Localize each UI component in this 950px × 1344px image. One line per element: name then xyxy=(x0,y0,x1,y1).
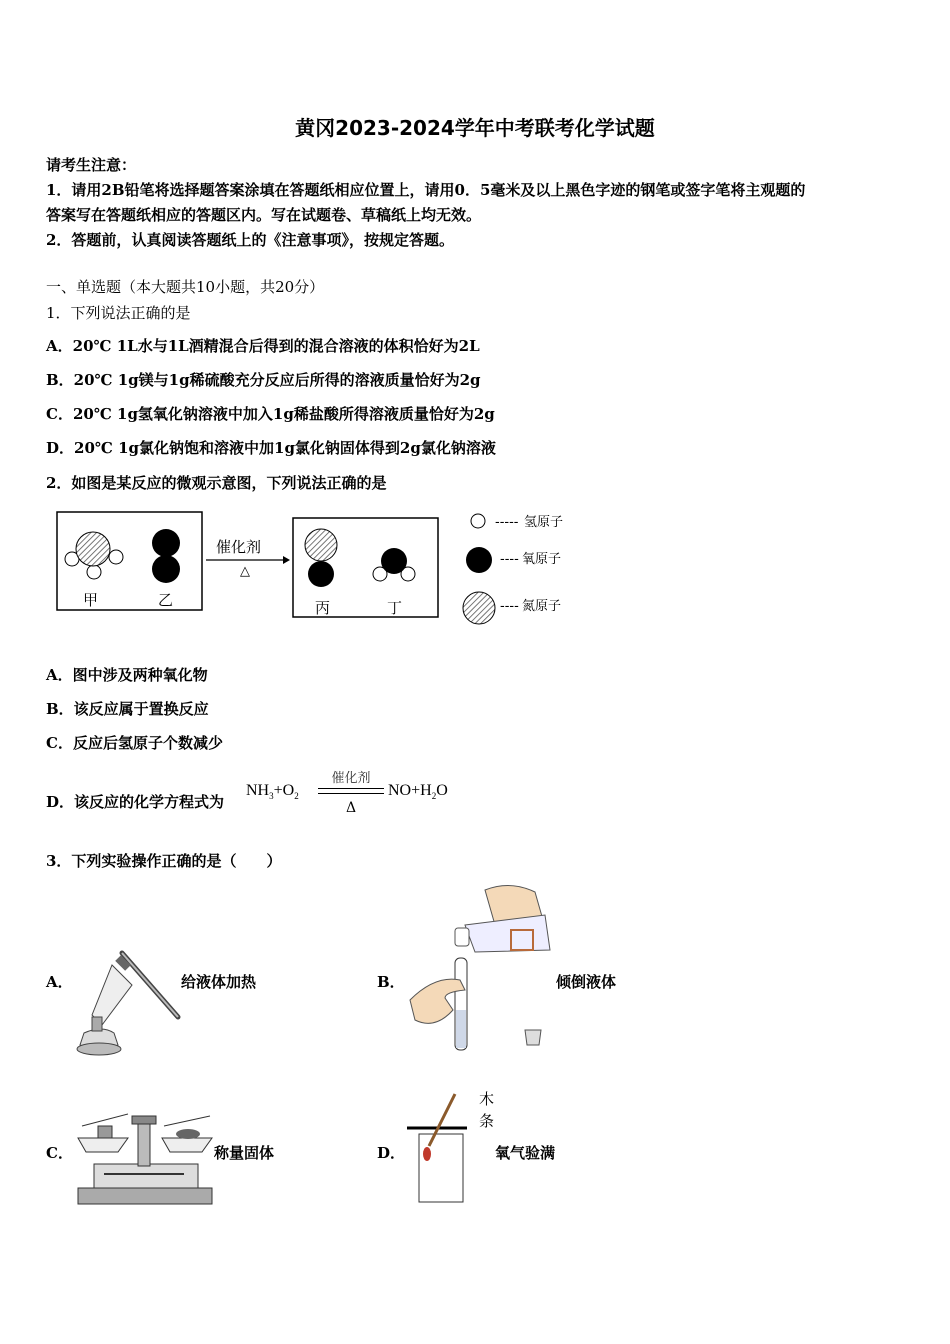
heating-liquid-image xyxy=(72,945,182,1060)
q3-option-b-label: 倾倒液体 xyxy=(556,973,617,991)
equation-double-line xyxy=(318,788,384,794)
pouring-liquid-image xyxy=(405,880,555,1055)
q2-option-c: C．反应后氢原子个数减少 xyxy=(46,734,223,752)
q3-option-d-label: 氧气验满 xyxy=(495,1144,556,1162)
q2-stem: 2．如图是某反应的微观示意图，下列说法正确的是 xyxy=(46,474,387,492)
molecule-no xyxy=(305,529,337,587)
molecule-o2 xyxy=(152,529,180,583)
reaction-diagram xyxy=(50,505,580,630)
svg-text:----: ---- xyxy=(500,599,519,614)
molecule-h2o xyxy=(373,548,415,581)
q3-option-c-letter: C． xyxy=(46,1144,73,1162)
legend-oxygen-label: 氧原子 xyxy=(522,552,562,567)
oxygen-test-image xyxy=(405,1090,505,1208)
stick-label-1: 木 xyxy=(479,1090,495,1108)
equation-catalyst: 催化剂 xyxy=(331,771,371,786)
q1-option-c: C．20℃ 1g氢氧化钠溶液中加入1g稀盐酸所得溶液质量恰好为2g xyxy=(46,405,495,423)
notice-heading: 请考生注意： xyxy=(46,156,137,174)
legend-hydrogen-label: 氢原子 xyxy=(524,515,564,530)
q3-stem: 3．下列实验操作正确的是（ ） xyxy=(46,852,282,870)
stick-label-2: 条 xyxy=(479,1112,495,1130)
q3-option-b-letter: B． xyxy=(377,973,405,991)
q3-option-c-label: 称量固体 xyxy=(214,1144,275,1162)
legend-nitrogen-atom xyxy=(463,592,495,624)
equation-left: $NH_3+O_2$ xyxy=(246,782,299,802)
legend-hydrogen-atom xyxy=(471,514,485,528)
q1-stem: 1．下列说法正确的是 xyxy=(46,304,191,322)
weighing-solid-image xyxy=(72,1108,217,1208)
label-bing: 丙 xyxy=(315,599,331,617)
q1-option-b: B．20℃ 1g镁与1g稀硫酸充分反应后所得的溶液质量恰好为2g xyxy=(46,371,481,389)
notice-block xyxy=(46,153,805,253)
q2-option-a: A．图中涉及两种氧化物 xyxy=(46,666,208,684)
svg-text:----: ---- xyxy=(500,552,519,567)
arrow-heat: △ xyxy=(240,564,250,579)
legend-oxygen-atom xyxy=(466,547,492,573)
svg-text:-----: ----- xyxy=(495,515,519,530)
legend-nitrogen-label: 氮原子 xyxy=(522,599,562,614)
label-jia: 甲 xyxy=(83,591,99,609)
section-heading: 一、单选题（本大题共10小题，共20分） xyxy=(46,278,325,296)
notice-line-1b: 答案写在答题纸相应的答题区内。写在试题卷、草稿纸上均无效。 xyxy=(46,206,482,224)
q3-option-a-letter: A． xyxy=(46,973,73,991)
q2-option-b: B．该反应属于置换反应 xyxy=(46,700,209,718)
equation-right: $NO+H_2O$ xyxy=(388,782,448,802)
q3-option-a-label: 给液体加热 xyxy=(181,973,257,991)
equation-delta: Δ xyxy=(345,800,357,816)
q1-option-a: A．20℃ 1L水与1L酒精混合后得到的混合溶液的体积恰好为2L xyxy=(46,337,480,355)
q1-option-d: D．20℃ 1g氯化钠饱和溶液中加1g氯化钠固体得到2g氯化钠溶液 xyxy=(46,439,496,457)
label-yi: 乙 xyxy=(158,591,174,609)
arrow-catalyst: 催化剂 xyxy=(216,538,262,556)
notice-line-1a: 1．请用2B铅笔将选择题答案涂填在答题纸相应位置上，请用0．5毫米及以上黑色字迹的钢笔或签字笔将主观题的 xyxy=(46,181,806,199)
q2-option-d: D．该反应的化学方程式为 xyxy=(46,793,225,811)
q3-option-d-letter: D． xyxy=(377,1144,406,1162)
label-ding: 丁 xyxy=(387,599,403,617)
notice-line-2: 2．答题前，认真阅读答题纸上的《注意事项》，按规定答题。 xyxy=(46,231,454,249)
molecule-nh3 xyxy=(65,532,123,579)
page-title: 黄冈2023-2024学年中考联考化学试题 xyxy=(295,116,655,140)
